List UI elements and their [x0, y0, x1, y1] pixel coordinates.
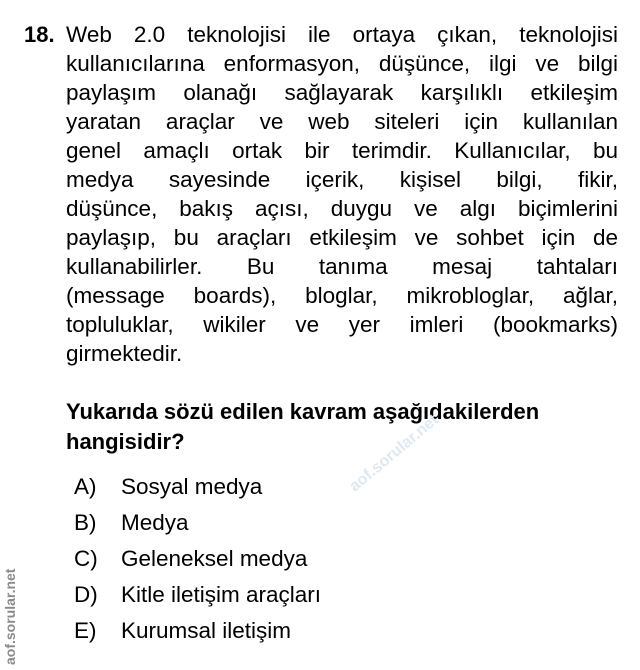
option-text: Kitle iletişim araçları: [121, 582, 322, 607]
option-letter: A): [74, 474, 97, 499]
option-e[interactable]: [74, 618, 321, 654]
question-prompt: [66, 397, 626, 457]
stem-line: yaratan araçlar ve web siteleri için kullanılan: [66, 109, 618, 134]
option-text: Sosyal medya: [121, 474, 263, 499]
stem-line: girmektedir.: [66, 341, 183, 366]
prompt-line: Yukarıda sözü edilen kavram aşağıdakilerden: [66, 399, 540, 424]
stem-line: paylaşım olanağı sağlayarak karşılıklı etkileşim: [66, 80, 618, 105]
option-text: Kurumsal iletişim: [121, 618, 292, 643]
option-a[interactable]: [74, 474, 321, 510]
stem-line: kullanabilirler. Bu tanıma mesaj tahtaları: [66, 254, 618, 279]
option-text: Geleneksel medya: [121, 546, 308, 571]
stem-line: topluluklar, wikiler ve yer imleri (bookmarks): [66, 312, 618, 337]
stem-line: medya sayesinde içerik, kişisel bilgi, fikir,: [66, 167, 618, 192]
stem-line: paylaşıp, bu araçları etkileşim ve sohbet için de: [66, 225, 618, 250]
prompt-line: hangisidir?: [66, 429, 185, 454]
side-watermark: aof.sorular.net: [2, 568, 18, 665]
stem-line: Web 2.0 teknolojisi ile ortaya çıkan, teknolojisi: [66, 22, 618, 47]
option-c[interactable]: [74, 546, 321, 582]
option-text: Medya: [121, 510, 189, 535]
stem-line: genel amaçlı ortak bir terimdir. Kullanıcılar, bu: [66, 138, 618, 163]
diagonal-watermark: aof.sorular.net: [346, 411, 442, 496]
stem-line: kullanıcılarına enformasyon, düşünce, ilgi ve bilgi: [66, 51, 618, 76]
option-letter: E): [74, 618, 97, 643]
option-b[interactable]: [74, 510, 321, 546]
stem-line: düşünce, bakış açısı, duygu ve algı biçimlerini: [66, 196, 618, 221]
question-number: 18.: [24, 22, 55, 47]
option-letter: C): [74, 546, 98, 571]
option-d[interactable]: [74, 582, 321, 618]
question-stem: [66, 20, 618, 368]
option-letter: D): [74, 582, 98, 607]
stem-line: (message boards), bloglar, mikrobloglar, ağlar,: [66, 283, 618, 308]
answer-options: [74, 474, 321, 654]
option-letter: B): [74, 510, 97, 535]
